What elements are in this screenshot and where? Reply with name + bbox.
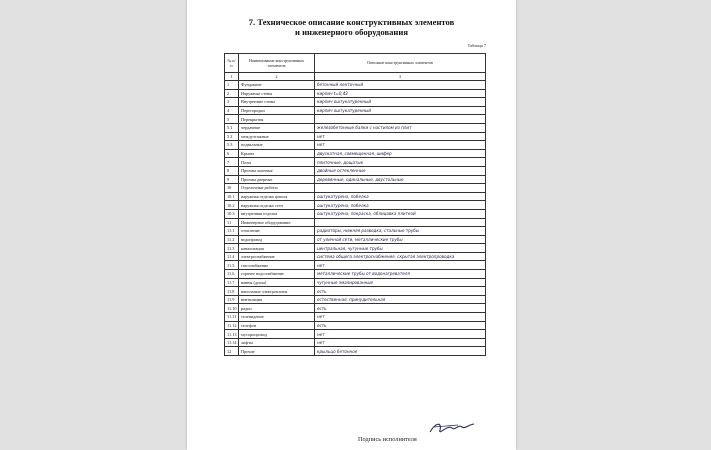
index-cell-2: 2 <box>239 73 315 81</box>
header-name: Наименование конструктивных элементов <box>239 54 315 73</box>
row-desc: бетонный ленточный <box>315 81 486 90</box>
row-name: горячее водоснабжение <box>239 270 315 279</box>
row-desc: крыльцо бетонное <box>315 347 486 356</box>
table-row <box>225 235 486 244</box>
row-desc: металлические трубы от водонагревателя <box>315 270 486 279</box>
row-desc: нет <box>315 313 486 322</box>
row-num: 10 <box>225 184 239 193</box>
row-desc: естественная, принудительная <box>315 295 486 304</box>
table-row <box>225 227 486 236</box>
row-num: 11.13 <box>225 330 239 339</box>
row-desc <box>315 218 486 227</box>
construction-table <box>224 53 486 356</box>
row-name: внутренняя отделка <box>239 209 315 218</box>
row-name: Перекрытия <box>239 115 315 124</box>
row-desc: есть <box>315 321 486 330</box>
row-num: 1 <box>225 81 239 90</box>
table-row <box>225 347 486 356</box>
row-name: Внутренние стены <box>239 98 315 107</box>
row-name: наружная отделка стен <box>239 201 315 210</box>
row-num: 2 <box>225 89 239 98</box>
row-name: Фундамент <box>239 81 315 90</box>
row-desc: двускатная, совмещенная, шифер <box>315 149 486 158</box>
row-desc: чугунные эмалированные <box>315 278 486 287</box>
table-row <box>225 287 486 296</box>
row-num: 7 <box>225 158 239 167</box>
signature-label: Подпись исполнителя <box>358 436 417 443</box>
row-num: 5.2 <box>225 132 239 141</box>
row-num: 4 <box>225 106 239 115</box>
table-row <box>225 304 486 313</box>
table-row <box>225 218 486 227</box>
row-desc: система общего электроснабжения, скрытая электропроводка <box>315 252 486 261</box>
row-num: 5 <box>225 115 239 124</box>
table-row <box>225 295 486 304</box>
row-name: Прочие <box>239 347 315 356</box>
index-cell-3: 3 <box>315 73 486 81</box>
row-desc: от уличной сети, металлические трубы <box>315 235 486 244</box>
row-num: 11.7 <box>225 278 239 287</box>
table-row <box>225 184 486 193</box>
row-num: 11.12 <box>225 321 239 330</box>
row-name: наружная отделка цоколя <box>239 192 315 201</box>
row-desc <box>315 115 486 124</box>
row-desc: нет <box>315 330 486 339</box>
row-name: Отделочные работы <box>239 184 315 193</box>
row-num: 11.8 <box>225 287 239 296</box>
table-row <box>225 252 486 261</box>
row-num: 11.5 <box>225 261 239 270</box>
table-row <box>225 313 486 322</box>
row-num: 11.3 <box>225 244 239 253</box>
table-row <box>225 81 486 90</box>
row-name: отопление <box>239 227 315 236</box>
row-num: 11.1 <box>225 227 239 236</box>
row-num: 3 <box>225 98 239 107</box>
row-desc: кирпич оштукатуренный <box>315 98 486 107</box>
table-row <box>225 244 486 253</box>
row-desc: есть <box>315 287 486 296</box>
row-name: Проемы дверные <box>239 175 315 184</box>
row-num: 11.14 <box>225 338 239 347</box>
table-row <box>225 261 486 270</box>
row-desc: радиаторы, нижняя разводка, стальные трубы <box>315 227 486 236</box>
table-index-row <box>225 73 486 81</box>
row-num: 5.1 <box>225 123 239 132</box>
document-page <box>187 0 516 450</box>
row-desc: есть <box>315 304 486 313</box>
row-name: Проемы оконные <box>239 166 315 175</box>
row-desc: оштукатурена, покраска, облицовка плиткой <box>315 209 486 218</box>
title-line-1: 7. Техническое описание конструктивных элементов <box>248 17 455 27</box>
document-title <box>187 18 516 37</box>
table-row <box>225 132 486 141</box>
row-name: канализация <box>239 244 315 253</box>
row-desc: кирпич оштукатуренный <box>315 106 486 115</box>
row-name: чердачные <box>239 123 315 132</box>
row-num: 9 <box>225 175 239 184</box>
table-row <box>225 158 486 167</box>
row-desc: оштукатурена, побелка <box>315 192 486 201</box>
row-name: электроснабжение <box>239 252 315 261</box>
table-row <box>225 338 486 347</box>
table-row <box>225 278 486 287</box>
table-row <box>225 201 486 210</box>
row-num: 10.2 <box>225 201 239 210</box>
row-name: телевидение <box>239 313 315 322</box>
row-desc <box>315 184 486 193</box>
row-desc: плиточные, дощатые <box>315 158 486 167</box>
row-num: 5.3 <box>225 141 239 150</box>
row-desc: кирпич t=0,42 <box>315 89 486 98</box>
row-name: водопровод <box>239 235 315 244</box>
row-name: напольные электроплиты <box>239 287 315 296</box>
row-num: 6 <box>225 149 239 158</box>
row-name: подвальные <box>239 141 315 150</box>
row-num: 11.4 <box>225 252 239 261</box>
row-num: 11 <box>225 218 239 227</box>
row-name: междуэтажные <box>239 132 315 141</box>
table-row <box>225 123 486 132</box>
table-row <box>225 321 486 330</box>
row-name: вентиляция <box>239 295 315 304</box>
row-num: 8 <box>225 166 239 175</box>
row-name: Крыша <box>239 149 315 158</box>
row-num: 10.3 <box>225 209 239 218</box>
table-header-row <box>225 54 486 73</box>
row-name: Наружные стены <box>239 89 315 98</box>
title-line-2: и инженерного оборудования <box>295 26 408 37</box>
table-row <box>225 141 486 150</box>
row-desc: центральная, чугунные трубы <box>315 244 486 253</box>
row-name: Перегородки <box>239 106 315 115</box>
row-desc: нет <box>315 261 486 270</box>
table-row <box>225 115 486 124</box>
row-desc: оштукатурена, побелка <box>315 201 486 210</box>
row-num: 11.10 <box>225 304 239 313</box>
row-name: мусоропровод <box>239 330 315 339</box>
table-row <box>225 98 486 107</box>
row-desc: нет <box>315 141 486 150</box>
header-num: № п/п <box>225 54 239 73</box>
signature-image <box>428 418 476 438</box>
table-row <box>225 106 486 115</box>
row-name: ванны (души) <box>239 278 315 287</box>
row-desc: нет <box>315 132 486 141</box>
table-row <box>225 270 486 279</box>
index-cell-1: 1 <box>225 73 239 81</box>
row-num: 12 <box>225 347 239 356</box>
row-name: Полы <box>239 158 315 167</box>
row-num: 11.11 <box>225 313 239 322</box>
signature-block <box>358 428 417 446</box>
row-name: лифты <box>239 338 315 347</box>
row-num: 11.9 <box>225 295 239 304</box>
table-row <box>225 149 486 158</box>
row-desc: двойные остекленные <box>315 166 486 175</box>
row-name: телефон <box>239 321 315 330</box>
table-row <box>225 192 486 201</box>
row-desc: деревянные, одинальные, двустольные <box>315 175 486 184</box>
table-note: Таблица 7 <box>467 43 486 48</box>
table-row <box>225 166 486 175</box>
row-name: газоснабжение <box>239 261 315 270</box>
row-desc: железобетонные балки с настилом из плит <box>315 123 486 132</box>
row-name: радио <box>239 304 315 313</box>
row-num: 10.1 <box>225 192 239 201</box>
table-row <box>225 89 486 98</box>
header-desc: Описание конструктивных элементов <box>315 54 486 73</box>
row-num: 11.6 <box>225 270 239 279</box>
table-row <box>225 330 486 339</box>
table-row <box>225 175 486 184</box>
row-desc: нет <box>315 338 486 347</box>
row-num: 11.2 <box>225 235 239 244</box>
row-name: Инженерное оборудование: <box>239 218 315 227</box>
table-row <box>225 209 486 218</box>
